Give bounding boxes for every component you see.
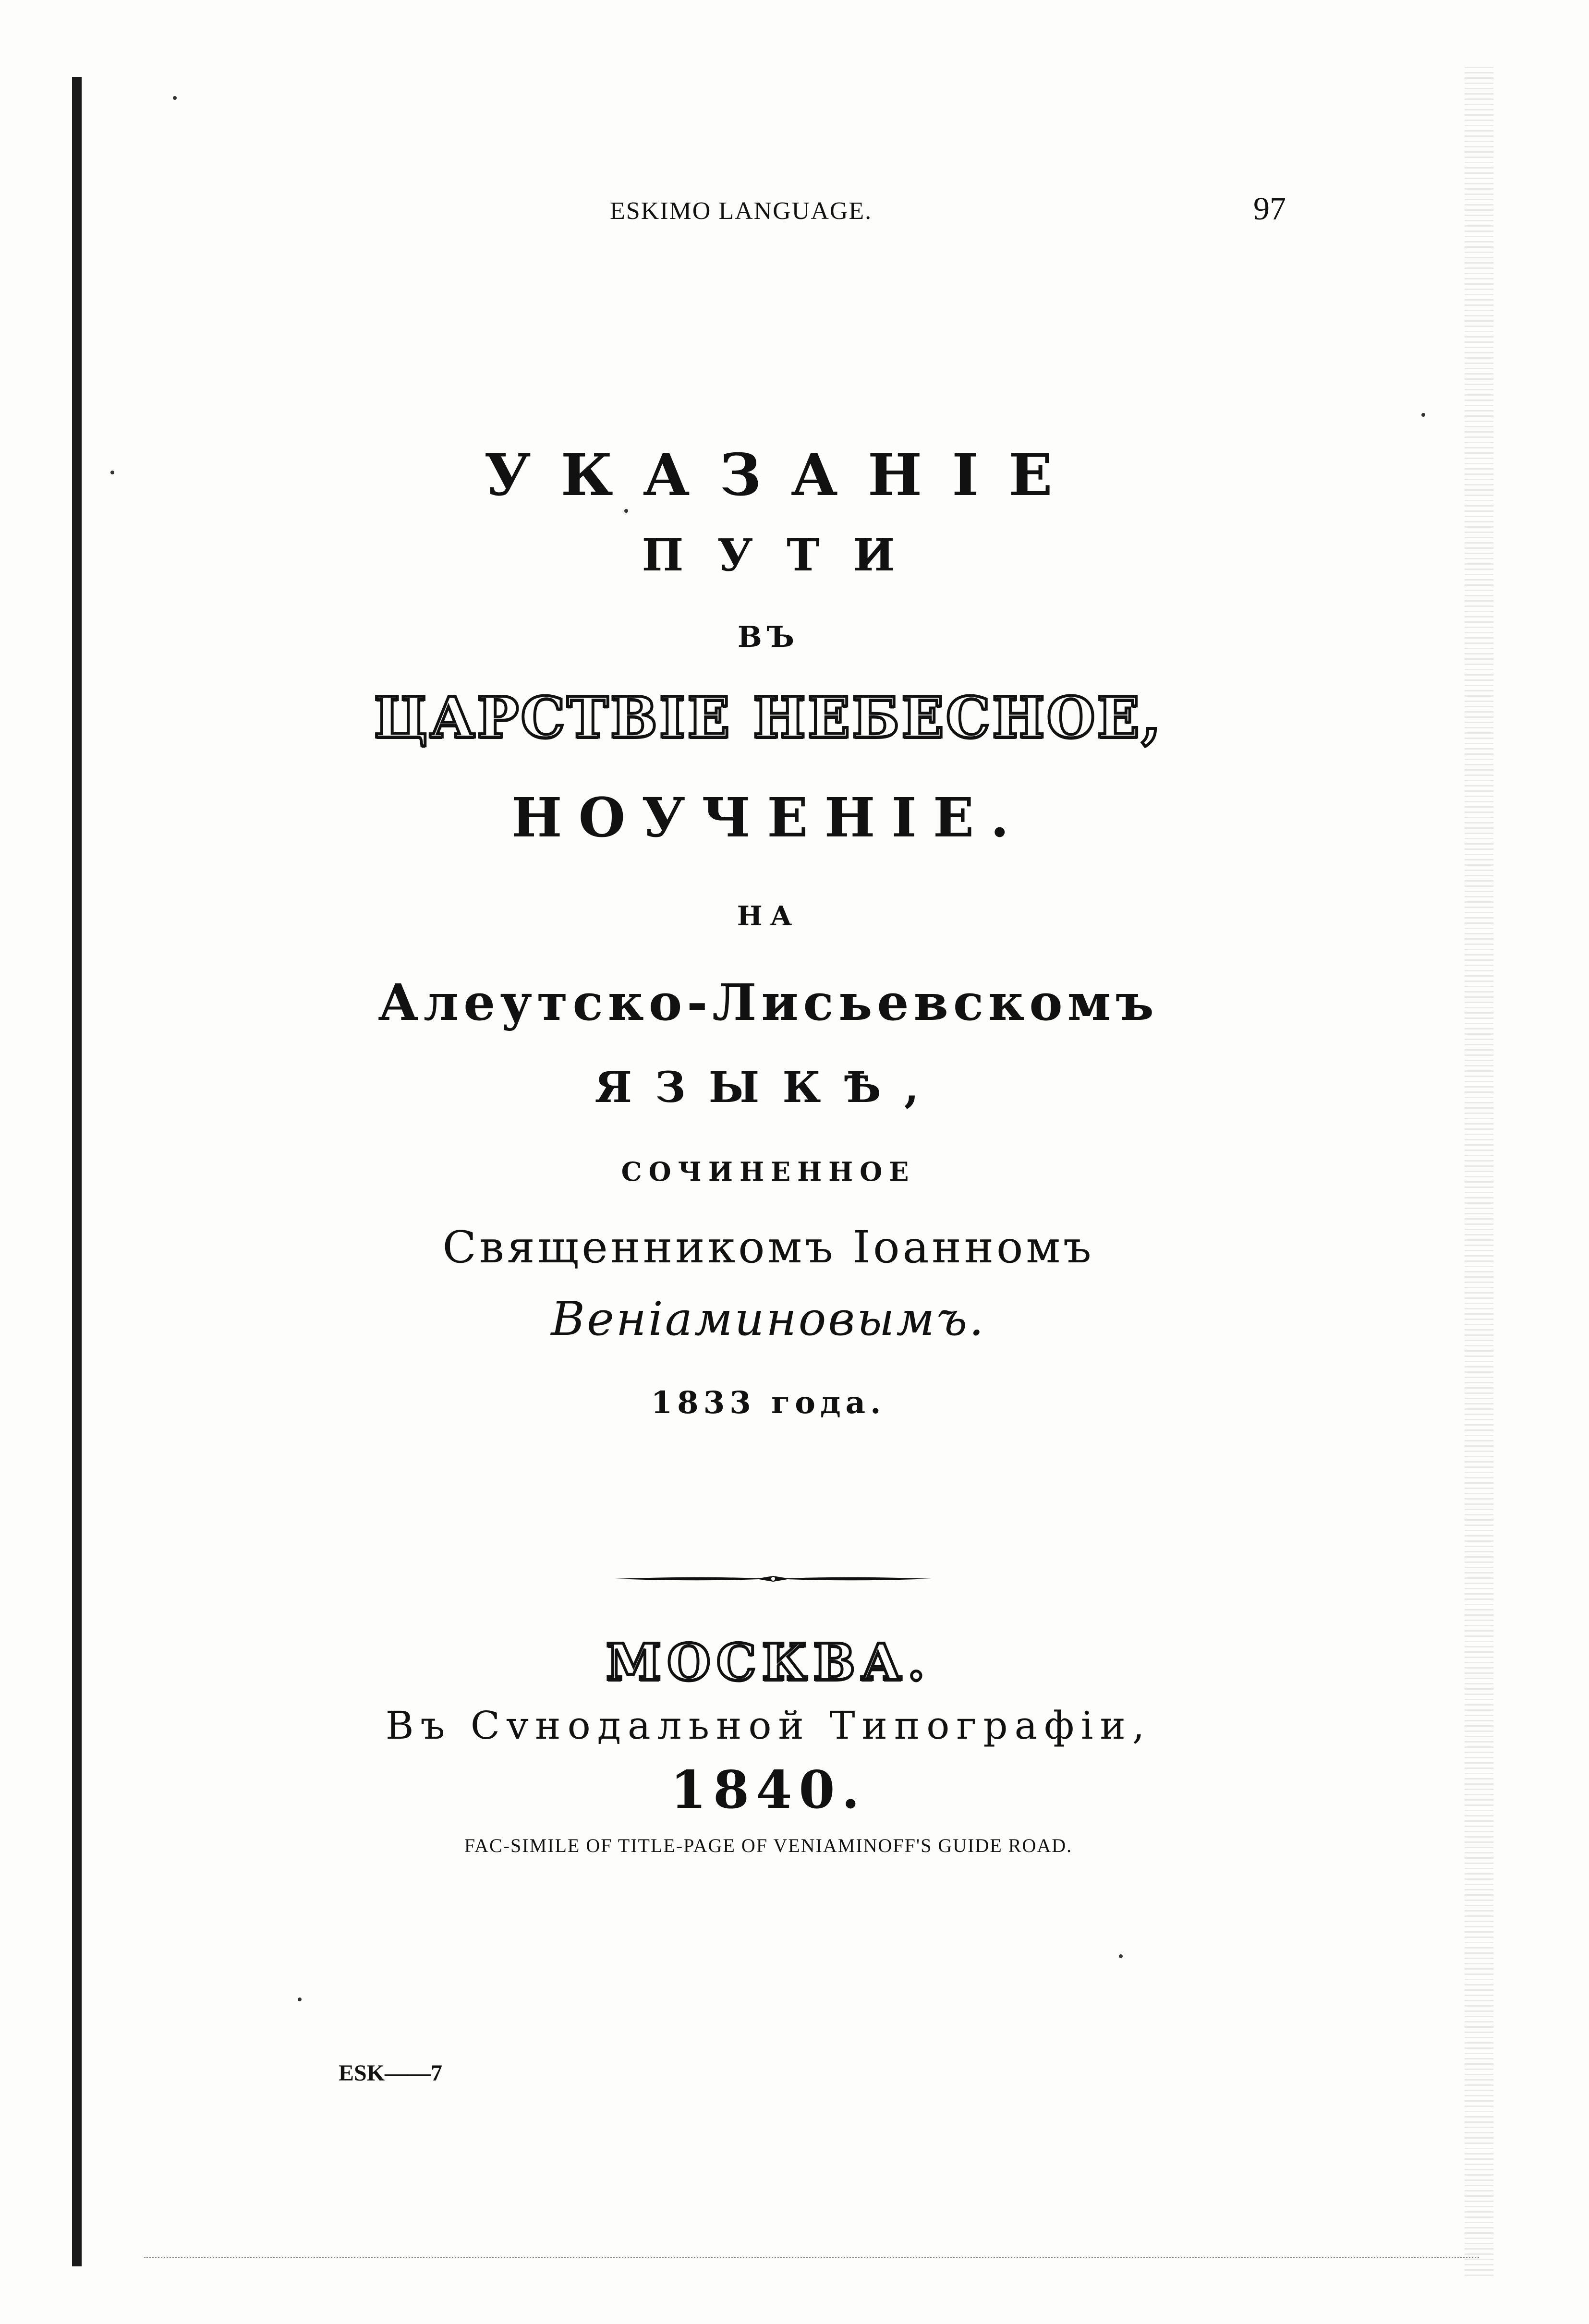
title-line-10: Священникомъ Іоанномъ xyxy=(442,1222,1094,1273)
imprint-city: МОСКВА. xyxy=(606,1633,931,1692)
title-line-2: ПУТИ xyxy=(642,529,929,581)
page-bottom-edge xyxy=(144,2257,1479,2265)
title-line-5: НОУЧЕНІЕ. xyxy=(511,787,1026,849)
title-line-1: УКАЗАНІЕ xyxy=(484,441,1082,509)
scan-speck xyxy=(1119,1954,1123,1958)
title-line-7: Алеутско-Лисьевскомъ xyxy=(378,973,1159,1032)
page-edge-shadow xyxy=(1465,67,1493,2276)
title-line-12: 1833 года. xyxy=(651,1385,886,1421)
ornament-rule xyxy=(615,1574,932,1584)
page-number: 97 xyxy=(1253,190,1286,227)
title-line-4: ЦАРСТВІЕ НЕБЕСНОЕ, xyxy=(374,685,1163,750)
imprint-year: 1840. xyxy=(670,1760,867,1820)
title-line-11: Веніаминовымъ. xyxy=(551,1292,986,1346)
running-head: ESKIMO LANGUAGE. xyxy=(610,197,873,225)
imprint-press: Въ Сvнодальной Типографіи, xyxy=(385,1703,1152,1748)
imprint-block xyxy=(312,1633,1225,1820)
title-line-6: НА xyxy=(737,900,800,932)
binding-edge xyxy=(72,77,82,2266)
title-line-8: ЯЗЫКѢ, xyxy=(594,1062,942,1112)
scan-speck xyxy=(1421,413,1425,417)
scan-speck xyxy=(173,96,177,100)
title-line-3: ВЪ xyxy=(737,620,800,654)
signature-mark: ESK——7 xyxy=(339,2060,443,2086)
title-line-9: СОЧИНЕННОЕ xyxy=(621,1156,916,1187)
figure-caption: FAC-SIMILE OF TITLE-PAGE OF VENIAMINOFF'S GUIDE ROAD. xyxy=(464,1835,1073,1856)
title-block xyxy=(312,432,1225,1421)
scan-speck xyxy=(298,1997,302,2001)
scan-speck xyxy=(110,471,114,474)
